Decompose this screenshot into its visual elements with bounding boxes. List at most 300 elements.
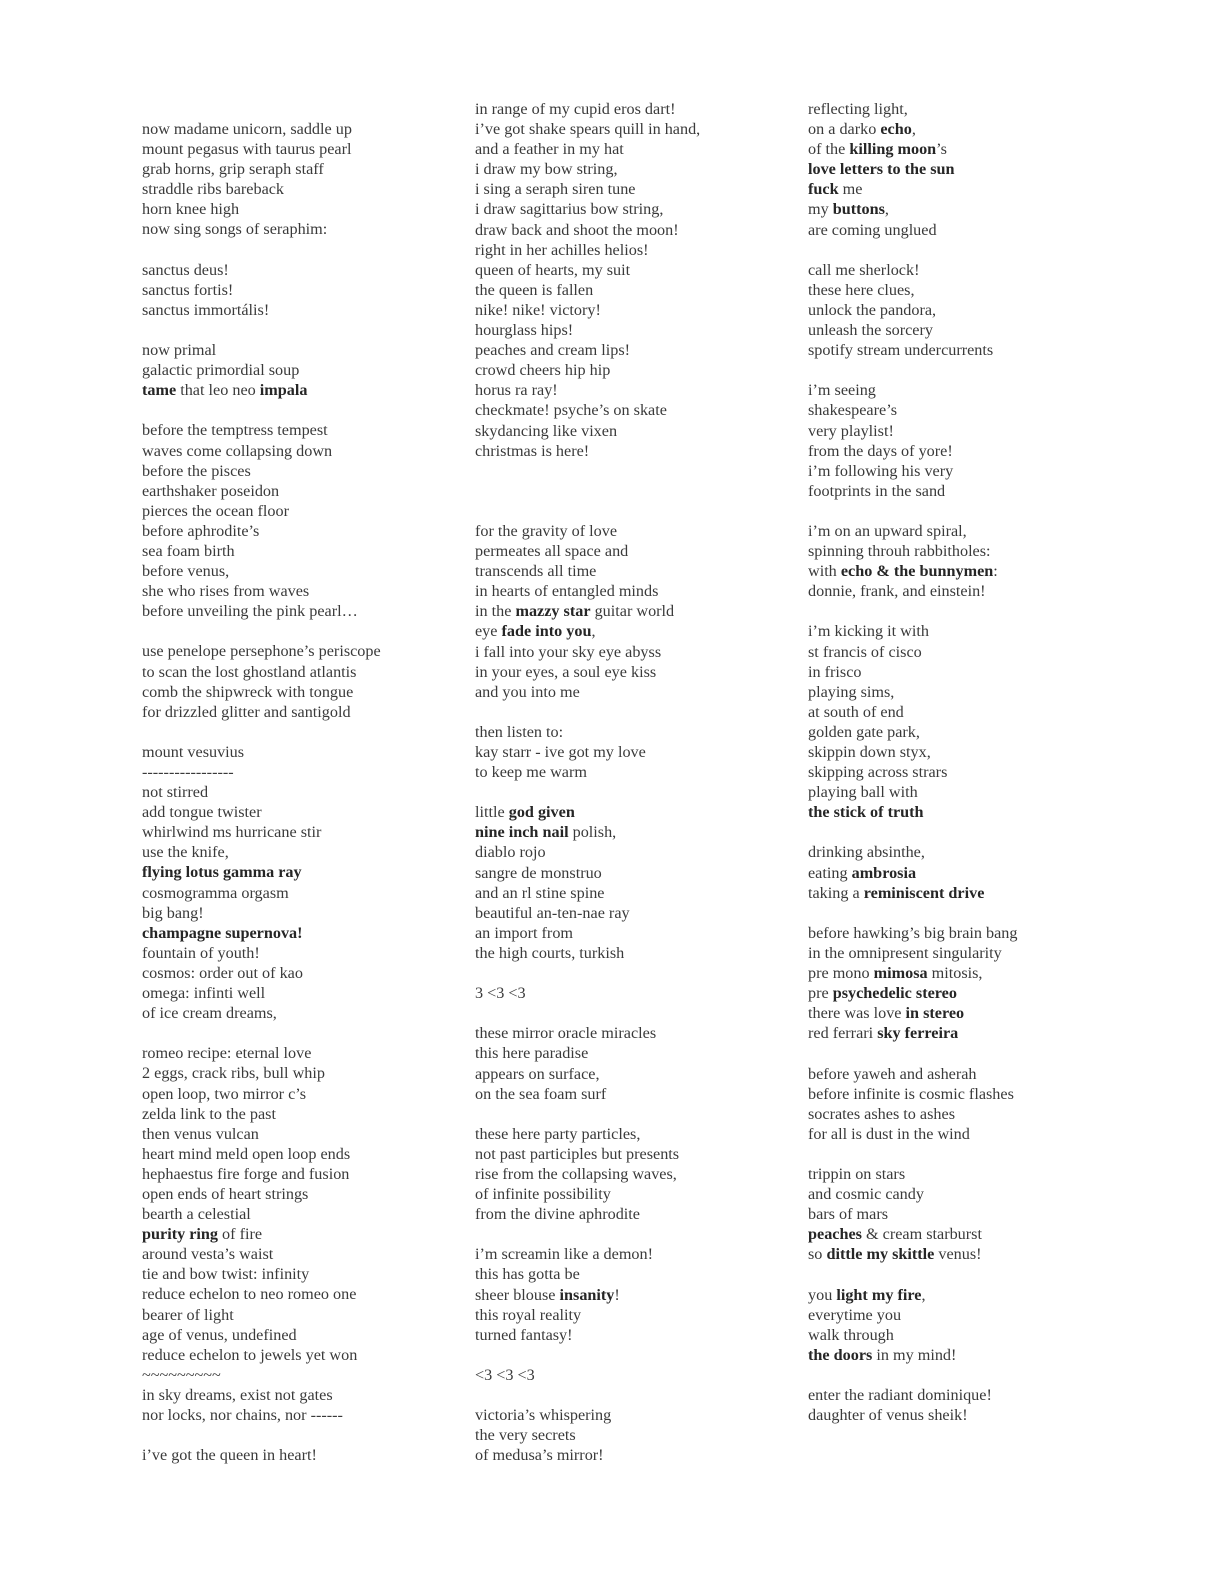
poem-line: [142, 842, 462, 862]
line-text: ~~~~~~~~~: [142, 1365, 221, 1384]
line-text: 3 <3 <3: [475, 984, 526, 1003]
bold-phrase: peaches: [808, 1225, 862, 1244]
line-text: unleash the sorcery: [808, 321, 933, 340]
line-text: little: [475, 803, 509, 822]
bold-phrase: insanity: [559, 1285, 615, 1304]
poem-line: [808, 541, 1138, 561]
line-text: whirlwind ms hurricane stir: [142, 823, 322, 842]
line-text: with: [808, 562, 841, 581]
line-text: bearth a celestial: [142, 1205, 251, 1224]
line-text: spinning throuh rabbitholes:: [808, 542, 991, 561]
poem-line: [475, 1305, 795, 1325]
stanza-break: [142, 240, 462, 260]
bold-phrase: buttons: [832, 200, 885, 219]
line-text: i’ve got shake spears quill in hand,: [475, 120, 701, 139]
poem-line: [808, 1405, 1138, 1425]
poem-line: [142, 300, 462, 320]
bold-phrase: sky ferreira: [877, 1024, 959, 1043]
line-text: nor locks, nor chains, nor ------: [142, 1406, 343, 1424]
line-text: skipping across strars: [808, 763, 948, 782]
poem-line: [142, 501, 462, 521]
line-text: of the: [808, 140, 850, 159]
bold-phrase: ambrosia: [851, 863, 917, 882]
line-text: big bang!: [142, 903, 204, 922]
line-text: i’ve got the queen in heart!: [142, 1446, 317, 1465]
stanza-break: [142, 722, 462, 742]
poem-line: [808, 1345, 1138, 1365]
poem-line: [808, 742, 1138, 762]
poem-line: [142, 1063, 462, 1083]
poem-line: [808, 260, 1138, 280]
poem-line: [142, 441, 462, 461]
line-text: these here party particles,: [475, 1124, 641, 1143]
poem-line: [142, 1325, 462, 1345]
line-text: 2 eggs, crack ribs, bull whip: [142, 1064, 325, 1083]
line-text: these mirror oracle miracles: [475, 1024, 657, 1043]
line-text: not stirred: [142, 783, 209, 802]
bold-phrase: fade into you: [501, 622, 592, 641]
line-text: before yaweh and asherah: [808, 1064, 977, 1083]
line-text: mount vesuvius: [142, 742, 245, 761]
poem-line: [475, 1084, 795, 1104]
poem-line: [808, 1003, 1138, 1023]
stanza-break: [475, 963, 795, 983]
poem-line: [808, 642, 1138, 662]
poem-line: [475, 1285, 795, 1305]
line-text: before the pisces: [142, 461, 251, 480]
poem-line: [808, 1124, 1138, 1144]
line-text: of fire: [218, 1225, 263, 1244]
poem-line: [808, 842, 1138, 862]
stanza-break: [475, 1385, 795, 1405]
poem-line: [808, 199, 1138, 219]
poem-line: [475, 883, 795, 903]
poem-line: [808, 220, 1138, 240]
line-text: turned fantasy!: [475, 1325, 573, 1344]
stanza-break: [808, 1365, 1138, 1385]
line-text: skydancing like vixen: [475, 421, 618, 440]
poem-line: [475, 903, 795, 923]
line-text: now sing songs of seraphim:: [142, 220, 328, 239]
line-text: use the knife,: [142, 843, 229, 862]
line-text: fountain of youth!: [142, 943, 260, 962]
poem-line: [475, 240, 795, 260]
stanza-break: [142, 400, 462, 420]
poem-line: [475, 1164, 795, 1184]
poem-line: [475, 1064, 795, 1084]
line-text: right in her achilles helios!: [475, 240, 649, 259]
line-text: so: [808, 1245, 827, 1264]
line-text: unlock the pandora,: [808, 300, 937, 319]
poem-column-2: [475, 99, 795, 1465]
line-text: i fall into your sky eye abyss: [475, 642, 662, 661]
line-text: the high courts, turkish: [475, 943, 625, 962]
poem-line: [808, 702, 1138, 722]
line-text: there was love: [808, 1004, 906, 1023]
poem-line: [142, 762, 462, 782]
line-text: i’m screamin like a demon!: [475, 1245, 653, 1264]
poem-line: [142, 581, 462, 601]
poem-line: [808, 1385, 1138, 1405]
poem-line: [142, 139, 462, 159]
poem-line: [142, 1184, 462, 1204]
poem-line: [142, 219, 462, 239]
line-text: donnie, frank, and einstein!: [808, 582, 986, 601]
line-text: around vesta’s waist: [142, 1245, 274, 1264]
line-text: before unveiling the pink pearl…: [142, 602, 358, 621]
stanza-break: [808, 822, 1138, 842]
line-text: from the days of yore!: [808, 441, 953, 460]
line-text: rise from the collapsing waves,: [475, 1164, 677, 1183]
line-text: cosmogramma orgasm: [142, 883, 289, 902]
line-text: to scan the lost ghostland atlantis: [142, 662, 357, 681]
line-text: daughter of venus sheik!: [808, 1406, 968, 1425]
poem-line: [475, 601, 795, 621]
bold-phrase: tame: [142, 381, 177, 400]
line-text: guitar world: [590, 602, 675, 621]
poem-line: [808, 320, 1138, 340]
poem-line: [142, 1144, 462, 1164]
poem-line: [142, 481, 462, 501]
poem-line: [142, 179, 462, 199]
poem-line: [475, 842, 795, 862]
line-text: waves come collapsing down: [142, 441, 333, 460]
poem-line: [142, 1043, 462, 1063]
line-text: omega: infinti well: [142, 984, 266, 1003]
line-text: an import from: [475, 923, 574, 942]
poem-line: [142, 983, 462, 1003]
stanza-break: [808, 1043, 1138, 1063]
stanza-break: [475, 1224, 795, 1244]
poem-line: [808, 481, 1138, 501]
poem-line: [142, 1164, 462, 1184]
line-text: tie and bow twist: infinity: [142, 1265, 310, 1284]
line-text: that leo neo: [176, 381, 260, 400]
bold-phrase: the stick of truth: [808, 803, 924, 822]
stanza-break: [475, 1003, 795, 1023]
poem-line: [142, 461, 462, 481]
poem-line: [808, 400, 1138, 420]
stanza-break: [142, 1425, 462, 1445]
bold-phrase: god given: [508, 803, 575, 822]
line-text: on the sea foam surf: [475, 1084, 607, 1103]
line-text: in my mind!: [872, 1345, 957, 1364]
poem-line: [142, 742, 462, 762]
poem-line: [142, 802, 462, 822]
poem-line: [808, 1204, 1138, 1224]
poem-line: [808, 139, 1138, 159]
stanza-break: [142, 1023, 462, 1043]
poem-line: [142, 380, 462, 400]
line-text: before the temptress tempest: [142, 421, 328, 440]
poem-line: [142, 1204, 462, 1224]
line-text: footprints in the sand: [808, 481, 946, 500]
line-text: then venus vulcan: [142, 1124, 259, 1143]
line-text: mitosis,: [927, 964, 983, 983]
poem-line: [475, 943, 795, 963]
line-text: now madame unicorn, saddle up: [142, 120, 352, 138]
line-text: before infinite is cosmic flashes: [808, 1084, 1014, 1103]
poem-line: [475, 1204, 795, 1224]
poem-line: [808, 883, 1138, 903]
line-text: and an rl stine spine: [475, 883, 605, 902]
line-text: peaches and cream lips!: [475, 341, 631, 360]
line-text: my: [808, 200, 833, 219]
line-text: zelda link to the past: [142, 1104, 276, 1123]
poem-line: [475, 159, 795, 179]
line-text: red ferrari: [808, 1024, 878, 1043]
line-text: straddle ribs bareback: [142, 180, 285, 199]
line-text: comb the shipwreck with tongue: [142, 682, 354, 701]
line-text: transcends all time: [475, 562, 597, 581]
line-text: ,: [884, 200, 889, 219]
line-text: bearer of light: [142, 1305, 234, 1324]
line-text: sangre de monstruo: [475, 863, 602, 882]
poem-line: [142, 420, 462, 440]
line-text: for all is dust in the wind: [808, 1124, 970, 1143]
poem-line: [808, 521, 1138, 541]
line-text: this here paradise: [475, 1044, 589, 1063]
line-text: enter the radiant dominique!: [808, 1386, 992, 1404]
poem-line: [142, 702, 462, 722]
line-text: she who rises from waves: [142, 582, 310, 601]
poem-line: [808, 461, 1138, 481]
line-text: i’m kicking it with: [808, 622, 929, 641]
line-text: in sky dreams, exist not gates: [142, 1385, 333, 1404]
stanza-break: [808, 1264, 1138, 1284]
line-text: this royal reality: [475, 1305, 582, 1324]
poem-line: [475, 340, 795, 360]
line-text: in frisco: [808, 662, 862, 681]
line-text: everytime you: [808, 1305, 902, 1324]
line-text: pierces the ocean floor: [142, 501, 289, 520]
line-text: socrates ashes to ashes: [808, 1104, 955, 1123]
poem-line: [475, 581, 795, 601]
line-text: and you into me: [475, 682, 580, 701]
line-text: eye: [475, 622, 502, 641]
line-text: in your eyes, a soul eye kiss: [475, 662, 657, 681]
line-text: spotify stream undercurrents: [808, 341, 994, 360]
bold-phrase: love letters to the sun: [808, 160, 955, 179]
line-text: sanctus immortális!: [142, 300, 270, 319]
line-text: & cream starburst: [861, 1225, 982, 1244]
poem-line: [142, 199, 462, 219]
poem-line: [808, 380, 1138, 400]
poem-line: [475, 561, 795, 581]
line-text: on a darko: [808, 120, 881, 139]
poem-line: [808, 943, 1138, 963]
line-text: ,: [921, 1285, 926, 1304]
line-text: venus!: [934, 1245, 982, 1264]
poem-line: [475, 1264, 795, 1284]
stanza-break: [475, 461, 795, 481]
poem-line: [142, 1385, 462, 1405]
poem-line: [475, 1043, 795, 1063]
poem-line: [475, 1365, 795, 1385]
line-text: earthshaker poseidon: [142, 481, 280, 500]
line-text: taking a: [808, 883, 864, 902]
line-text: galactic primordial soup: [142, 361, 300, 380]
poem-line: [475, 119, 795, 139]
poem-line: [142, 260, 462, 280]
poem-line: [142, 963, 462, 983]
line-text: reflecting light,: [808, 100, 908, 118]
poem-line: [808, 300, 1138, 320]
poem-line: [142, 641, 462, 661]
line-text: pre: [808, 984, 833, 1003]
bold-phrase: light my fire: [836, 1285, 922, 1304]
line-text: very playlist!: [808, 421, 894, 440]
line-text: age of venus, undefined: [142, 1325, 297, 1344]
poem-line: [142, 1445, 462, 1465]
line-text: sheer blouse: [475, 1285, 560, 1304]
line-text: not past participles but presents: [475, 1144, 680, 1163]
line-text: :: [993, 562, 998, 581]
line-text: and a feather in my hat: [475, 140, 624, 159]
line-text: for the gravity of love: [475, 521, 618, 540]
poem-line: [475, 541, 795, 561]
line-text: shakespeare’s: [808, 401, 897, 420]
poem-line: [808, 863, 1138, 883]
poem-line: [475, 1023, 795, 1043]
stanza-break: [808, 1144, 1138, 1164]
line-text: queen of hearts, my suit: [475, 260, 631, 279]
line-text: this has gotta be: [475, 1265, 580, 1284]
line-text: heart mind meld open loop ends: [142, 1144, 351, 1163]
line-text: in the omnipresent singularity: [808, 943, 1002, 962]
poem-line: [475, 521, 795, 541]
line-text: i sing a seraph siren tune: [475, 180, 636, 199]
bold-phrase: champagne supernova!: [142, 923, 303, 942]
line-text: you: [808, 1285, 837, 1304]
poem-line: [808, 1164, 1138, 1184]
poem-line: [475, 822, 795, 842]
poem-line: [808, 1184, 1138, 1204]
line-text: checkmate! psyche’s on skate: [475, 401, 667, 420]
poem-line: [142, 561, 462, 581]
poem-line: [475, 99, 795, 119]
stanza-break: [475, 702, 795, 722]
bold-phrase: mazzy star: [515, 602, 591, 621]
line-text: walk through: [808, 1325, 894, 1344]
poem-column-1: [142, 119, 462, 1465]
line-text: i’m following his very: [808, 461, 954, 480]
poem-line: [808, 762, 1138, 782]
line-text: grab horns, grip seraph staff: [142, 160, 324, 179]
line-text: now primal: [142, 341, 217, 360]
bold-phrase: the doors: [808, 1345, 873, 1364]
stanza-break: [475, 1104, 795, 1124]
line-text: ’s: [936, 140, 947, 159]
line-text: kay starr - ive got my love: [475, 743, 646, 761]
poem-line: [142, 822, 462, 842]
poem-line: [808, 722, 1138, 742]
poem-line: [808, 963, 1138, 983]
poem-line: [475, 662, 795, 682]
line-text: me: [838, 180, 863, 199]
poem-line: [142, 1264, 462, 1284]
line-text: playing sims,: [808, 682, 895, 701]
line-text: the very secrets: [475, 1426, 576, 1445]
poem-line: [142, 1345, 462, 1365]
stanza-break: [808, 903, 1138, 923]
line-text: nike! nike! victory!: [475, 300, 601, 319]
poem-line: [475, 621, 795, 641]
stanza-break: [808, 360, 1138, 380]
bold-phrase: in stereo: [905, 1004, 965, 1023]
stanza-break: [808, 601, 1138, 621]
poem-line: [142, 1305, 462, 1325]
line-text: sea foam birth: [142, 541, 235, 560]
poem-line: [475, 139, 795, 159]
poem-line: [475, 762, 795, 782]
line-text: reduce echelon to jewels yet won: [142, 1345, 358, 1364]
poem-line: [142, 1084, 462, 1104]
poem-line: [142, 1284, 462, 1304]
poem-line: [142, 159, 462, 179]
poem-line: [808, 581, 1138, 601]
poem-line: [142, 883, 462, 903]
bold-phrase: dittle my skittle: [826, 1245, 935, 1264]
poem-line: [808, 983, 1138, 1003]
poem-line: [808, 421, 1138, 441]
poem-line: [475, 802, 795, 822]
poem-line: [808, 1244, 1138, 1264]
poem-line: [142, 1405, 462, 1425]
poem-line: [475, 400, 795, 420]
line-text: crowd cheers hip hip: [475, 361, 611, 380]
poem-column-3: [808, 99, 1138, 1425]
poem-line: [475, 1124, 795, 1144]
line-text: open ends of heart strings: [142, 1184, 309, 1203]
line-text: before aphrodite’s: [142, 521, 260, 540]
poem-line: [475, 199, 795, 219]
poem-line: [475, 722, 795, 742]
bold-phrase: nine inch nail: [475, 823, 569, 842]
poem-line: [475, 280, 795, 300]
poem-line: [475, 742, 795, 762]
poem-line: [142, 1244, 462, 1264]
poem-line: [808, 340, 1138, 360]
line-text: in the: [475, 602, 516, 621]
line-text: draw back and shoot the moon!: [475, 220, 679, 239]
line-text: beautiful an-ten-nae ray: [475, 903, 630, 922]
line-text: i’m seeing: [808, 381, 876, 400]
poem-line: [808, 1104, 1138, 1124]
line-text: diablo rojo: [475, 843, 546, 862]
poem-line: [475, 441, 795, 461]
poem-line: [475, 923, 795, 943]
line-text: trippin on stars: [808, 1164, 906, 1183]
poem-line: [475, 360, 795, 380]
poem-line: [142, 119, 462, 139]
line-text: the queen is fallen: [475, 280, 594, 299]
poem-line: [475, 1244, 795, 1264]
poem-line: [808, 1224, 1138, 1244]
poem-line: [808, 561, 1138, 581]
poem-line: [475, 1445, 795, 1465]
line-text: horn knee high: [142, 200, 240, 219]
line-text: eating: [808, 863, 852, 882]
stanza-break: [475, 501, 795, 521]
line-text: sanctus fortis!: [142, 280, 234, 299]
line-text: and cosmic candy: [808, 1185, 924, 1204]
poem-line: [475, 320, 795, 340]
stanza-break: [475, 782, 795, 802]
line-text: hourglass hips!: [475, 321, 574, 340]
stanza-break: [142, 621, 462, 641]
poem-line: [808, 782, 1138, 802]
